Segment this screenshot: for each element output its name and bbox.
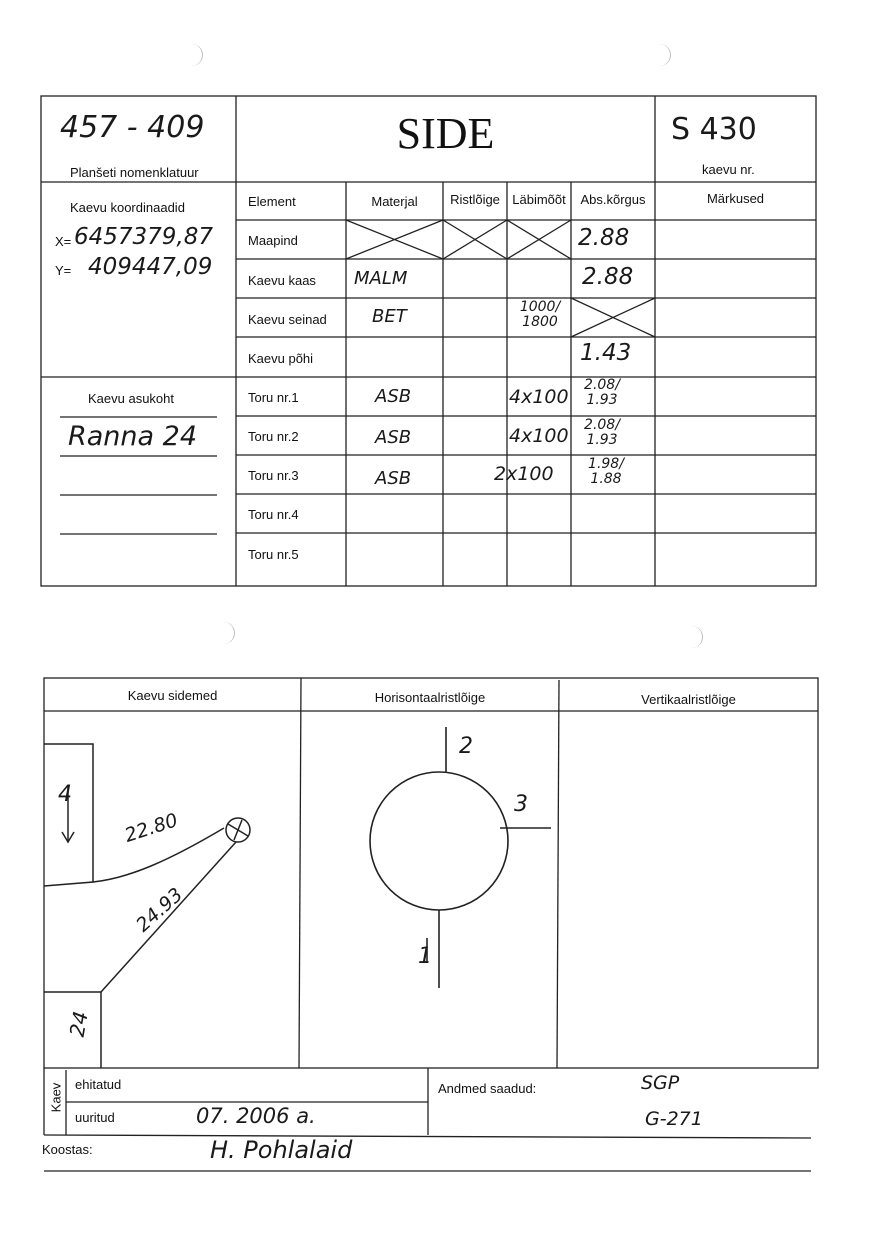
material-value: MALM [354,268,408,289]
diameter-value: 4x100 [509,386,569,408]
distance-label: 22.80 [122,809,181,847]
x-prefix: X= [55,234,72,249]
horizontal-section-header: Horisontaalristlõige [374,690,486,705]
abs-height-value: 2.88 [582,264,634,290]
nomenclature-value: 457 - 409 [60,110,205,145]
table-row-label: Kaevu kaas [248,273,316,288]
page-title: SIDE [396,109,495,158]
material-value: BET [372,306,407,327]
y-coordinate-value: 409447,09 [88,254,213,280]
pipe-label-2: 2 [459,734,473,759]
abs-height-value: 2.88 [578,225,630,251]
coordinates-label: Kaevu koordinaadid [70,200,185,215]
well-side-label: Kaev [48,1082,64,1113]
data-source-value: G-271 [645,1108,703,1130]
table-row-label: Toru nr.4 [248,507,299,522]
table-row-label: Toru nr.1 [248,390,299,405]
diameter-value: 2x100 [494,463,554,485]
data-source-value: SGP [641,1072,680,1094]
surveyed-label: uuritud [75,1110,115,1125]
y-prefix: Y= [55,263,72,278]
header-remarks: Märkused [706,191,765,206]
location-label: Kaevu asukoht [88,391,175,406]
pipe-label-3: 3 [514,792,528,817]
table-row-label: Toru nr.3 [248,468,299,483]
connections-header: Kaevu sidemed [127,688,218,703]
table-row-label: Toru nr.2 [248,429,299,444]
abs-height-value: 1.43 [580,340,632,366]
location-value: Ranna 24 [68,421,198,452]
header-diameter: Läbimõõt [512,192,566,207]
well-number-label: kaevu nr. [702,162,755,177]
material-value: ASB [375,386,412,407]
table-row-label: Maapind [248,233,298,248]
surveyed-value: 07. 2006 a. [196,1104,316,1128]
pipe-label-1: 1 [418,944,432,969]
compiled-by-label: Koostas: [42,1142,93,1157]
x-coordinate-value: 6457379,87 [74,224,214,250]
abs-height-value: 2.08/ 1.93 [584,377,620,408]
compiled-by-signature: H. Pohlalaid [210,1136,353,1164]
header-element: Element [248,194,296,209]
abs-height-value: 1.98/ 1.88 [588,456,624,487]
header-material: Materjal [371,194,418,209]
table-row-label: Kaevu seinad [248,312,327,327]
material-value: ASB [375,427,412,448]
nomenclature-label: Planšeti nomenklatuur [70,165,199,180]
header-abs-height: Abs.kõrgus [580,192,646,207]
north-arrow-digit: 4 [58,782,72,807]
diameter-value: 1000/ 1800 [519,299,561,330]
built-label: ehitatud [75,1077,122,1092]
abs-height-value: 2.08/ 1.93 [584,417,620,448]
table-row-label: Toru nr.5 [248,547,299,562]
vertical-section-header: Vertikaalristlõige [641,692,736,707]
data-source-label: Andmed saadud: [438,1081,537,1096]
header-cross-section: Ristlõige [450,192,500,207]
house-number-label: 24 [64,1009,93,1039]
well-number-value: S 430 [671,112,757,147]
material-value: ASB [375,468,412,489]
diameter-value: 4x100 [509,425,569,447]
table-row-label: Kaevu põhi [248,351,314,366]
distance-label: 24.93 [132,883,188,937]
horizontal-section-sketch [370,727,551,988]
